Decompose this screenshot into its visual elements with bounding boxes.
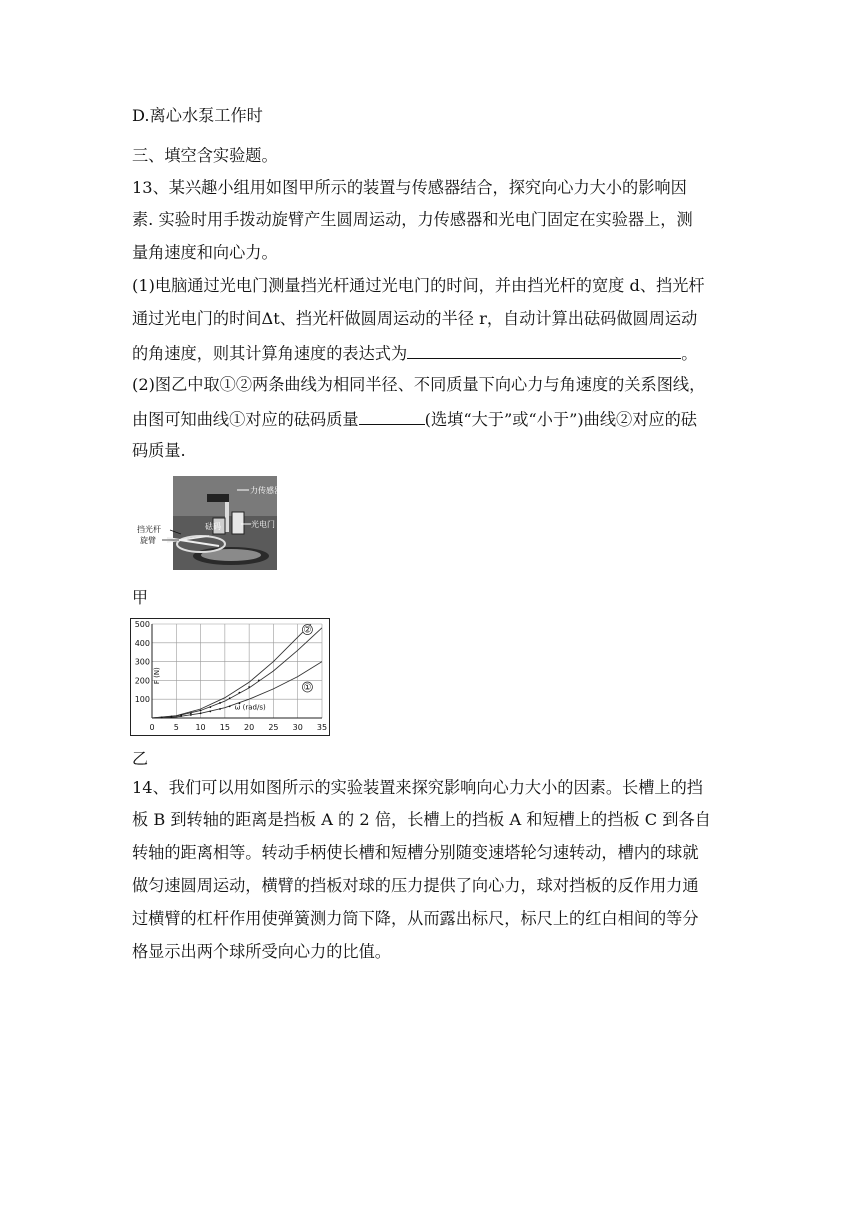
option-d: D.离心水泵工作时 xyxy=(132,106,263,125)
series-marker-label: ② xyxy=(303,625,312,636)
data-point xyxy=(200,710,202,712)
figure-caption-yi: 乙 xyxy=(132,749,149,768)
data-point xyxy=(219,702,221,704)
answer-blank-expression[interactable] xyxy=(407,342,681,359)
q13-part2-text-a: 由图可知曲线①对应的砝码质量 xyxy=(132,410,359,429)
data-point xyxy=(248,686,250,688)
label-light-gate: 光电门 xyxy=(251,520,275,529)
q13-part1-end: 。 xyxy=(681,344,698,363)
label-weight: 砝码 xyxy=(205,522,221,531)
q13-part1-line-2: 通过光电门的时间Δt、挡光杆做圆周运动的半径 r，自动计算出砝码做圆周运动 xyxy=(132,309,698,328)
data-point xyxy=(258,680,260,682)
label-rod: 挡光杆 xyxy=(137,525,161,534)
data-point xyxy=(190,712,192,714)
x-tick-label: 35 xyxy=(316,723,328,732)
data-point xyxy=(239,692,241,694)
q14-line-4: 做匀速圆周运动，横臂的挡板对球的压力提供了向心力，球对挡板的反作用力通 xyxy=(132,876,699,895)
x-axis-label: ω (rad/s) xyxy=(234,703,266,712)
y-axis-label: F (N) xyxy=(153,667,161,685)
y-tick-label: 300 xyxy=(134,657,150,667)
data-point xyxy=(209,711,211,713)
x-tick-label: 25 xyxy=(268,723,279,732)
q13-part2-line-1: (2)图乙中取①②两条曲线为相同半径、不同质量下向心力与角速度的关系图线， xyxy=(132,375,706,394)
q13-part1-line-3 xyxy=(132,342,697,364)
q14-line-6: 格显示出两个球所受向心力的比值。 xyxy=(132,942,391,961)
q14-line-2: 板 B 到转轴的距离是挡板 A 的 2 倍，长槽上的挡板 A 和短槽上的挡板 C 到各自 xyxy=(132,810,711,829)
section-heading: 三、填空含实验题。 xyxy=(132,146,278,165)
y-tick-label: 400 xyxy=(134,638,150,648)
q13-line-2: 素. 实验时用手拨动旋臂产生圆周运动，力传感器和光电门固定在实验器上，测 xyxy=(132,210,693,229)
y-tick-label: 500 xyxy=(134,620,150,629)
x-tick-label: 5 xyxy=(173,723,179,732)
answer-blank-mass[interactable] xyxy=(359,408,425,425)
x-tick-label: 15 xyxy=(219,723,230,732)
q14-line-3: 转轴的距离相等。转动手柄使长槽和短槽分别随变速塔轮匀速转动，槽内的球就 xyxy=(132,843,699,862)
q13-part2-text-b: (选填“大于”或“小于”)曲线②对应的砝 xyxy=(424,410,697,429)
x-tick-label: 0 xyxy=(149,723,155,732)
data-point xyxy=(171,716,173,718)
force-omega-chart xyxy=(130,618,330,736)
label-arm: 旋臂 xyxy=(140,536,156,545)
q13-line-3: 量角速度和向心力。 xyxy=(132,243,278,262)
q14-line-5: 过横臂的杠杆作用使弹簧测力筒下降，从而露出标尺，标尺上的红白相间的等分 xyxy=(132,909,699,928)
x-tick-label: 20 xyxy=(244,723,255,732)
x-tick-label: 10 xyxy=(195,723,206,732)
q13-part2-line-3: 码质量. xyxy=(132,441,186,460)
data-point xyxy=(209,706,211,708)
data-point xyxy=(180,715,182,717)
q13-part2-line-2 xyxy=(132,408,697,430)
data-point xyxy=(229,697,231,699)
q13-part1-line-1: (1)电脑通过光电门测量挡光杆通过光电门的时间，并由挡光杆的宽度 d、挡光杆 xyxy=(132,276,705,295)
q13-line-1: 13、某兴趣小组用如图甲所示的装置与传感器结合，探究向心力大小的影响因 xyxy=(132,178,687,197)
figure-caption-jia: 甲 xyxy=(132,588,149,607)
q13-part1-text: 的角速度，则其计算角速度的表达式为 xyxy=(132,344,408,363)
data-point xyxy=(190,714,192,716)
label-force-sensor: 力传感器 xyxy=(250,486,282,495)
data-point xyxy=(229,705,231,707)
apparatus-photo xyxy=(137,476,282,570)
data-point xyxy=(161,717,163,719)
y-tick-label: 200 xyxy=(134,676,150,686)
series-marker-label: ① xyxy=(303,682,312,693)
data-point xyxy=(219,708,221,710)
q14-line-1: 14、我们可以用如图所示的实验装置来探究影响向心力大小的因素。长槽上的挡 xyxy=(132,778,703,797)
data-point xyxy=(200,712,202,714)
y-tick-label: 100 xyxy=(134,695,150,705)
x-tick-label: 30 xyxy=(292,723,303,732)
